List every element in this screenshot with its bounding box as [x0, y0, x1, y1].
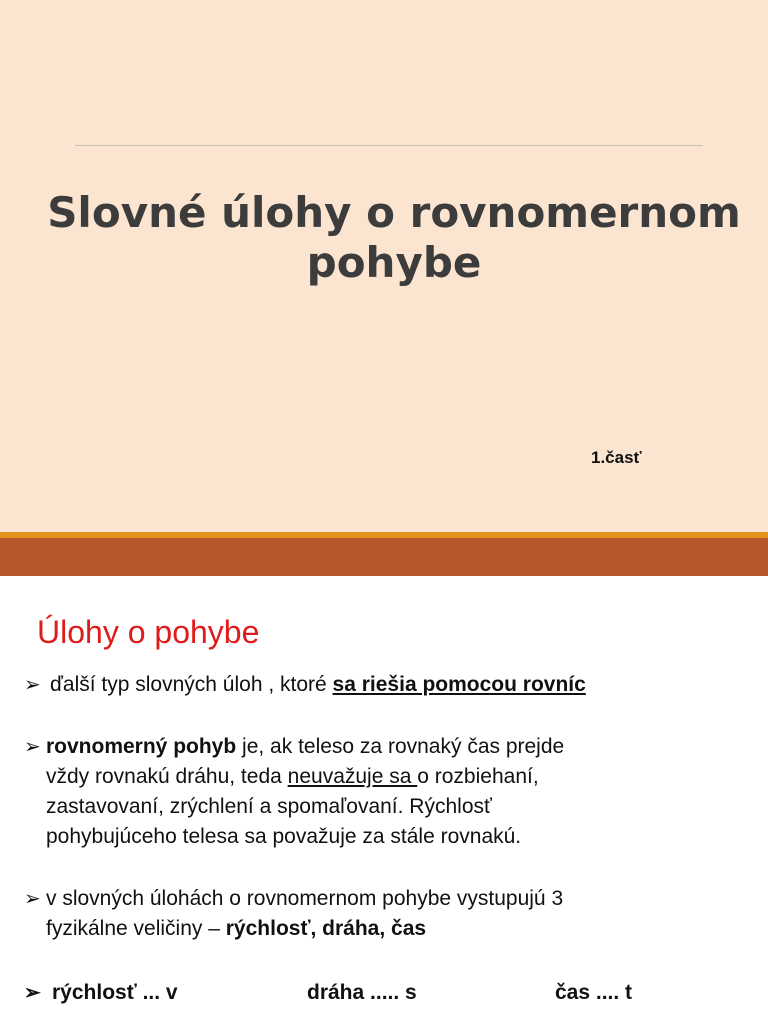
bullet-1-text: ďalší typ slovných úloh , ktoré — [50, 673, 333, 696]
bullet-2-line2-post: o rozbiehaní, — [417, 765, 539, 788]
divider-line — [75, 145, 703, 146]
bullet-3-line2-bold: rýchlosť, dráha, čas — [225, 917, 427, 940]
quantity-time: čas .... t — [555, 981, 633, 1004]
bullet-2-line2-pre: vždy rovnakú dráhu, teda — [46, 765, 288, 788]
bullet-3-line1: v slovných úlohách o rovnomernom pohybe vystupujú 3 — [46, 887, 564, 910]
bullet-2-line2-underline: neuvažuje sa — [287, 765, 418, 788]
bullet-item-1 — [24, 670, 744, 700]
bullet-arrow-icon: ➢ — [24, 982, 41, 1004]
slide-title-line2: pohybe — [306, 238, 482, 287]
bullet-3-line2-pre: fyzikálne veličiny – — [46, 917, 226, 940]
part-label: 1.časť — [591, 448, 642, 467]
bullet-item-3 — [24, 884, 744, 948]
bullet-arrow-icon: ➢ — [24, 736, 41, 758]
slide-title — [20, 188, 768, 288]
bullet-item-2 — [24, 732, 744, 856]
quantity-speed: rýchlosť ... v — [52, 981, 178, 1004]
bullet-1-underline: sa riešia pomocou rovníc — [332, 673, 586, 696]
quantity-distance: dráha ..... s — [307, 981, 417, 1004]
bullet-2-line4: pohybujúceho telesa sa považuje za stále rovnakú. — [46, 825, 522, 848]
bullet-item-4 — [24, 978, 744, 1010]
bullet-2-bold: rovnomerný pohyb — [46, 735, 237, 758]
bullet-2-line3: zastavovaní, zrýchlení a spomaľovaní. Rýchlosť — [46, 795, 492, 818]
bullet-arrow-icon: ➢ — [24, 674, 41, 696]
content-title: Úlohy o pohybe — [37, 614, 260, 650]
bullet-arrow-icon: ➢ — [24, 888, 41, 910]
slide-title-line1: Slovné úlohy o rovnomernom — [47, 188, 741, 237]
bullet-2-rest: je, ak teleso za rovnaký čas prejde — [236, 735, 565, 758]
rust-band — [0, 538, 768, 576]
